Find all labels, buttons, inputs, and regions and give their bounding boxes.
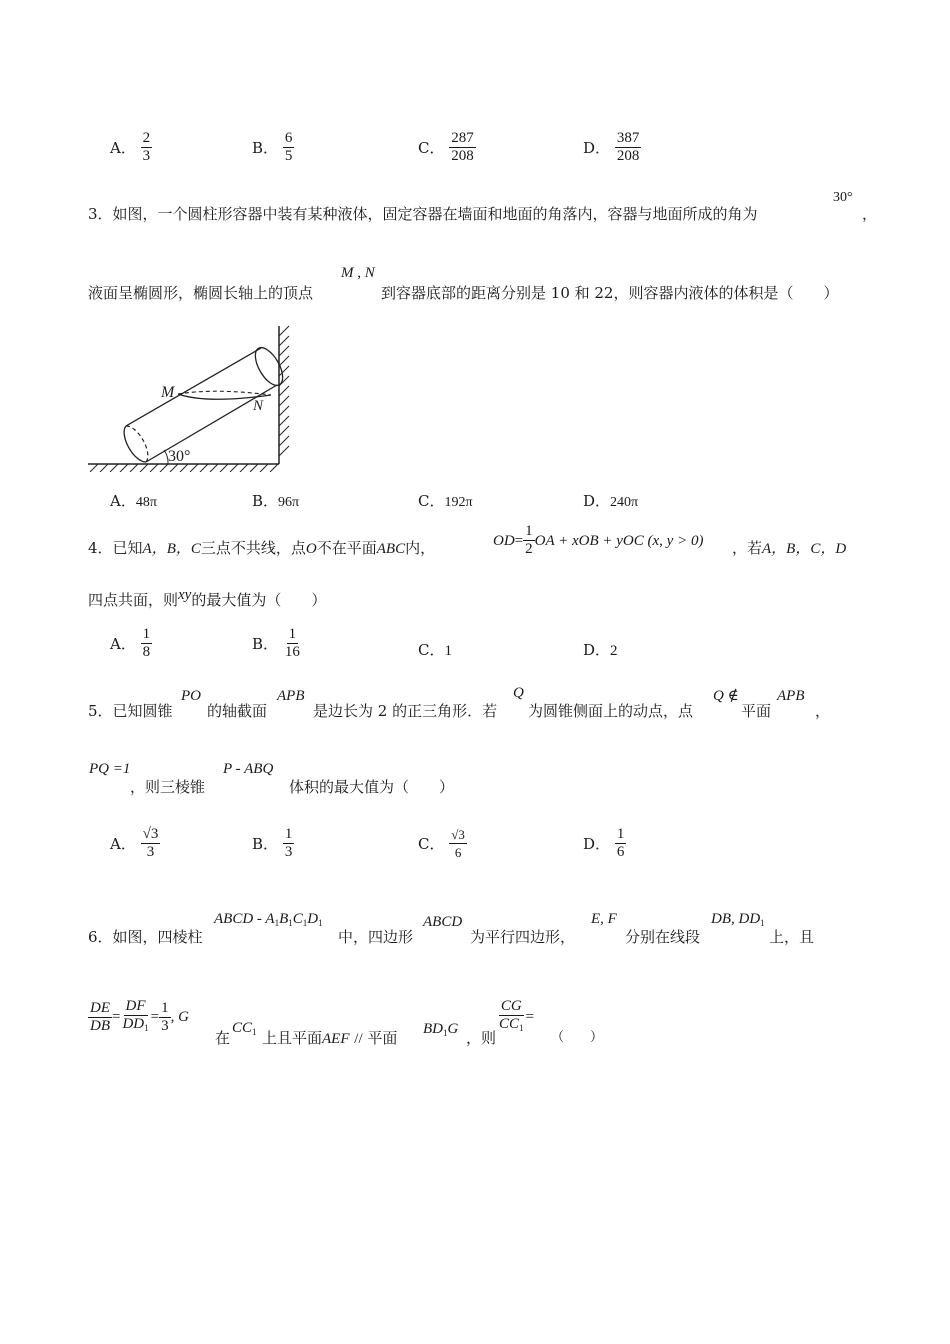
q4-option-b: B． $\frac{1}{16}$ [252, 626, 300, 660]
label-m: M [161, 384, 175, 401]
q3-option-b: B．96π [252, 492, 300, 510]
q6-line1d: 分别在线段 [625, 928, 701, 946]
q3-mn: M , N [341, 265, 375, 281]
q5-line1c: 是边长为 2 的正三角形．若 [313, 702, 498, 720]
q3-option-a: A．48π [110, 492, 157, 510]
option-label: D． [583, 139, 611, 157]
q5-line1b: 的轴截面 [207, 702, 268, 720]
q6-line2b: 上且平面AEF // 平面 [262, 1029, 398, 1047]
q5-line1a: 5．已知圆锥 [88, 702, 173, 720]
fraction: $\frac{287}{208}$ [451, 130, 474, 164]
option-label: A． [110, 139, 136, 157]
q5-pabq: P - ABQ [223, 761, 274, 777]
q6-line1b: 中，四边形 [338, 928, 414, 946]
q4-option-c: C．1 [418, 641, 452, 659]
q3-comma: ， [862, 205, 878, 223]
fraction: $\frac{2}{3}$ [142, 130, 151, 164]
q6-prism: ABCD - $A_1B_1C_1D_1$ [214, 911, 323, 928]
q5-apb: APB [277, 688, 305, 704]
fraction-df-dd1: $\frac{DF}{DD_1}$ [122, 998, 149, 1033]
bottom-end-back [126, 426, 148, 462]
q6-line1e: 上，且 [769, 928, 815, 946]
q6-abcd: ABCD [423, 914, 463, 930]
q5-option-d: D． $\frac{1}{6}$ [583, 826, 625, 860]
q4-option-a: A． $\frac{1}{8}$ [110, 626, 151, 660]
q3-option-d: D．240π [583, 492, 639, 510]
wall-hatching [279, 326, 289, 456]
fraction: $\frac{1}{16}$ [284, 626, 300, 660]
q6-line1a: 6．如图，四棱柱 [88, 928, 203, 946]
cylinder-figure [86, 322, 296, 472]
liquid-surface-back [178, 391, 271, 395]
fraction: $\frac{387}{208}$ [616, 130, 640, 164]
q6-cg-cc1: $\frac{CG}{CC_1}$ = [497, 998, 534, 1037]
label-angle: 30° [168, 448, 191, 465]
fraction: $\frac{1}{8}$ [142, 626, 151, 660]
option-label: C． [418, 139, 445, 157]
q5-option-a: A． $\frac{√3}{3}$ [110, 826, 159, 860]
q6-line2e: （ ） [551, 1030, 604, 1045]
q5-q: Q [513, 685, 524, 701]
q3-line2a: 液面呈椭圆形，椭圆长轴上的顶点 [88, 284, 314, 302]
fraction-one-third: $\frac{1}{3}$ [161, 1000, 169, 1034]
q6-line2a: 在 [215, 1029, 231, 1047]
fraction: $\frac{√3}{6}$ [451, 827, 465, 860]
bottom-end-front [124, 426, 146, 462]
q5-pq: PQ =1 [89, 761, 131, 777]
fraction-cg-cc1: $\frac{CG}{CC_1}$ [499, 998, 524, 1033]
q5-apb2: APB [777, 688, 805, 704]
option-label: B． [252, 139, 279, 157]
q6-line2d: ，则 [466, 1029, 497, 1047]
fraction-half: $\frac{1}{2}$ [525, 523, 533, 557]
q5-option-b: B． $\frac{1}{3}$ [252, 826, 293, 860]
q6-db: DB, $DD_1$ [711, 911, 765, 928]
q3-line1: 3．如图，一个圆柱形容器中装有某种液体，固定容器在墙面和地面的角落内，容器与地面所成的角为 [88, 205, 758, 223]
q2-option-a [110, 130, 152, 165]
q3-line2b: 到容器底部的距离分别是 10 和 22，则容器内液体的体积是（ ） [381, 284, 839, 302]
fraction: $\frac{1}{3}$ [284, 826, 293, 860]
q5-line1e: 平面 [741, 702, 772, 720]
q5-option-c: C． $\frac{√3}{6}$ [418, 827, 465, 860]
q4-option-d: D．2 [583, 641, 618, 659]
q6-ef: E, F [591, 911, 617, 927]
q5-line2b: 体积的最大值为（ ） [289, 778, 455, 796]
q2-option-b [252, 130, 294, 165]
q2-option-c [418, 130, 476, 165]
fraction: $\frac{1}{6}$ [616, 826, 625, 860]
fraction: $\frac{6}{5}$ [284, 130, 293, 164]
cylinder-top-edge [126, 348, 261, 426]
q5-po: PO [181, 688, 201, 704]
q6-line1c: 为平行四边形， [470, 928, 576, 946]
q4-line2: 四点共面，则xy的最大值为（ ） [88, 587, 327, 609]
q4-vector-equation: OD= $\frac{1}{2}$ OA + xOB + yOC (x, y > 0) [493, 523, 704, 557]
ground-hatching [90, 464, 278, 472]
fraction-de-db: $\frac{DE}{DB}$ [90, 1000, 110, 1034]
q4-line1: 4．已知A，B，C三点不共线，点O不在平面ABC内， [88, 539, 436, 557]
q4-line1-end: ，若A，B，C，D [732, 539, 847, 557]
q5-line1d: 为圆锥侧面上的动点，点 [528, 702, 694, 720]
q6-bd1g: $BD_1G$ [423, 1021, 459, 1038]
q6-cc1: $CC_1$ [232, 1020, 257, 1037]
q5-line1f: ， [815, 702, 831, 720]
q5-line2a: ，则三棱锥 [130, 778, 206, 796]
q6-ratio-equation: $\frac{DE}{DB}$ = $\frac{DF}{DD_1}$ = $\frac{1}{3}$ , G [88, 998, 189, 1037]
q5-qnotin: Q ∉ [713, 688, 739, 704]
q2-option-d [583, 130, 641, 165]
q3-angle: 30° [833, 190, 853, 205]
fraction: $\frac{√3}{3}$ [142, 826, 159, 860]
q3-option-c: C．192π [418, 492, 473, 510]
label-n: N [253, 398, 264, 414]
